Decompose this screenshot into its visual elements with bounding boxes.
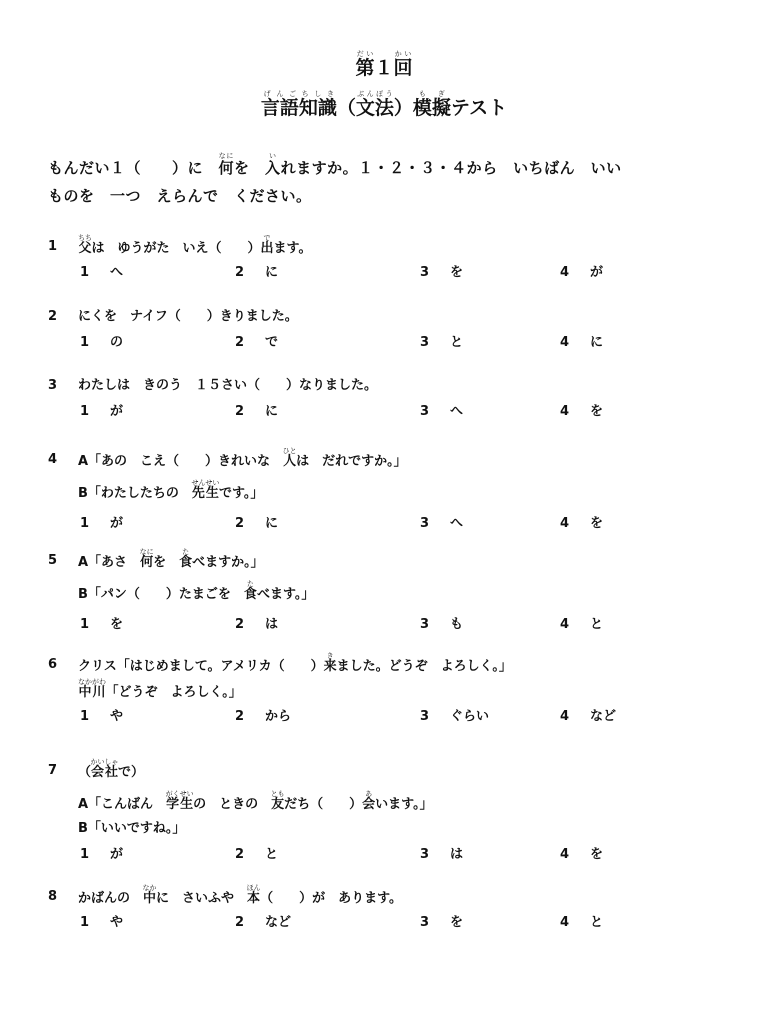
option-text: など — [590, 709, 617, 724]
answer-option-2[interactable] — [235, 330, 278, 356]
question-text: B「いいですね。」 — [78, 821, 186, 836]
subtitle-chishiki: 知識ちしき — [298, 90, 337, 119]
option-number: 2 — [235, 617, 245, 632]
option-number: 4 — [560, 847, 570, 862]
option-number: 2 — [235, 335, 245, 350]
question-line — [48, 652, 728, 678]
title-number: １ — [374, 57, 394, 79]
question-line — [48, 884, 728, 910]
furigana-word: 会社かいしゃ — [90, 758, 119, 780]
option-number: 3 — [420, 847, 430, 862]
option-number: 2 — [235, 404, 245, 419]
subtitle-gengo: 言語げんご — [260, 90, 299, 119]
answer-option-4[interactable] — [560, 842, 603, 868]
question-text: A「あさ 何なにを 食たべますか。」 — [78, 548, 264, 570]
question-text: （会社かいしゃで） — [78, 758, 145, 780]
answer-option-2[interactable] — [235, 910, 291, 936]
answer-option-2[interactable] — [235, 260, 278, 286]
answer-option-4[interactable] — [560, 260, 603, 286]
answer-option-2[interactable] — [235, 842, 278, 868]
question-text: にくを ナイフ（ ）きりました。 — [78, 309, 298, 324]
option-number: 1 — [80, 847, 90, 862]
option-text: と — [265, 847, 279, 862]
furigana-word: 本ほん — [246, 884, 261, 906]
question-number: 8 — [48, 889, 58, 904]
option-number: 2 — [235, 265, 245, 280]
option-text: に — [265, 404, 279, 419]
option-text: も — [450, 617, 464, 632]
answer-options — [48, 399, 728, 425]
option-number: 3 — [420, 617, 430, 632]
option-text: は — [265, 617, 279, 632]
option-text: など — [265, 915, 292, 930]
furigana-word: 何なに — [139, 548, 154, 570]
option-number: 4 — [560, 617, 570, 632]
answer-option-3[interactable] — [420, 910, 463, 936]
answer-option-3[interactable] — [420, 511, 463, 537]
answer-option-2[interactable] — [235, 399, 278, 425]
question-text: 中川なかがわ「どうぞ よろしく。」 — [78, 678, 242, 700]
option-text: で — [265, 335, 279, 350]
option-number: 1 — [80, 915, 90, 930]
answer-options — [48, 910, 728, 936]
question-line — [48, 304, 728, 330]
instructions-line-2: ものを 一つ えらんで ください。 — [48, 187, 312, 205]
answer-option-3[interactable] — [420, 399, 463, 425]
question-text: B「パン（ ）たまごを 食たべます。」 — [78, 580, 315, 602]
option-number: 1 — [80, 516, 90, 531]
answer-option-1[interactable] — [80, 260, 123, 286]
furigana-word: 中なか — [142, 884, 157, 906]
answer-options — [48, 704, 728, 730]
answer-option-1[interactable] — [80, 612, 123, 638]
answer-option-1[interactable] — [80, 910, 123, 936]
answer-option-1[interactable] — [80, 330, 123, 356]
question-text: A「あの こえ（ ）きれいな 人ひとは だれですか。」 — [78, 447, 407, 469]
option-number: 2 — [235, 915, 245, 930]
option-text: が — [110, 847, 124, 862]
furigana-word: 学生がくせい — [165, 790, 194, 812]
option-number: 1 — [80, 617, 90, 632]
question-line — [48, 234, 728, 260]
answer-option-3[interactable] — [420, 842, 463, 868]
option-number: 3 — [420, 404, 430, 419]
answer-options — [48, 260, 728, 286]
furigana-word: 父ちち — [78, 234, 92, 256]
option-text: の — [110, 335, 124, 350]
option-number: 4 — [560, 709, 570, 724]
option-number: 3 — [420, 335, 430, 350]
instructions — [48, 152, 728, 210]
question-number: 2 — [48, 309, 58, 324]
option-text: を — [590, 516, 604, 531]
option-text: が — [110, 516, 124, 531]
option-number: 4 — [560, 335, 570, 350]
answer-option-3[interactable] — [420, 260, 463, 286]
option-text: が — [110, 404, 124, 419]
option-number: 4 — [560, 516, 570, 531]
furigana-word: 食た — [179, 548, 193, 570]
answer-option-3[interactable] — [420, 612, 463, 638]
question-text: A「こんばん 学生がくせいの ときの 友ともだち（ ）会あいます。」 — [78, 790, 433, 812]
question-line — [48, 580, 728, 606]
question-text: 父ちちは ゆうがた いえ（ ）出でます。 — [78, 234, 312, 256]
question-number: 1 — [48, 239, 58, 254]
option-text: や — [110, 709, 124, 724]
subtitle-bunpou: 文法ぶんぽう — [355, 90, 394, 119]
answer-options — [48, 842, 728, 868]
answer-options — [48, 612, 728, 638]
question-line — [48, 479, 728, 505]
option-text: と — [590, 617, 604, 632]
option-number: 3 — [420, 709, 430, 724]
option-number: 4 — [560, 404, 570, 419]
option-text: から — [265, 709, 292, 724]
answer-option-2[interactable] — [235, 612, 278, 638]
answer-option-4[interactable] — [560, 330, 603, 356]
furigana-word: 来き — [323, 652, 337, 674]
answer-options — [48, 330, 728, 356]
option-text: を — [590, 847, 604, 862]
answer-option-1[interactable] — [80, 704, 123, 730]
option-number: 4 — [560, 915, 570, 930]
option-text: へ — [450, 516, 464, 531]
option-text: や — [110, 915, 124, 930]
question-line — [48, 758, 728, 784]
answer-option-4[interactable] — [560, 612, 603, 638]
title-kai: 回かい — [393, 50, 413, 79]
title-dai: 第だい — [355, 50, 375, 79]
furigana-word: 出で — [260, 234, 274, 256]
question-text: クリス「はじめまして。アメリカ（ ）来きました。どうぞ よろしく。」 — [78, 652, 512, 674]
option-text: へ — [110, 265, 124, 280]
question-number: 6 — [48, 657, 58, 672]
answer-option-1[interactable] — [80, 511, 123, 537]
question-line — [48, 678, 728, 704]
instructions-line-1: もんだい１（ ）に 何なにを 入いれますか。１・２・３・４から いちばん いい — [48, 152, 622, 177]
option-text: を — [590, 404, 604, 419]
question-text: かばんの 中なかに さいふや 本ほん（ ）が あります。 — [78, 884, 403, 906]
answer-option-4[interactable] — [560, 704, 616, 730]
option-number: 2 — [235, 709, 245, 724]
furigana-word: 食た — [243, 580, 257, 602]
answer-option-2[interactable] — [235, 704, 291, 730]
furigana-word: 先生せんせい — [191, 479, 220, 501]
question-number: 5 — [48, 553, 58, 568]
answer-options — [48, 511, 728, 537]
option-number: 2 — [235, 516, 245, 531]
option-text: と — [590, 915, 604, 930]
option-number: 3 — [420, 915, 430, 930]
option-number: 4 — [560, 265, 570, 280]
option-text: を — [450, 265, 464, 280]
furigana-word: 中川なかがわ — [78, 678, 106, 700]
option-number: 1 — [80, 709, 90, 724]
answer-option-4[interactable] — [560, 511, 603, 537]
page-subtitle: 言語げんご知識ちしき（文法ぶんぽう）模擬もぎテスト — [260, 90, 508, 119]
option-text: を — [450, 915, 464, 930]
option-text: が — [590, 265, 604, 280]
answer-option-2[interactable] — [235, 511, 278, 537]
option-text: を — [110, 617, 124, 632]
option-number: 1 — [80, 335, 90, 350]
page-title — [0, 50, 768, 80]
option-number: 1 — [80, 265, 90, 280]
question-text: B「わたしたちの 先生せんせいです。」 — [78, 479, 264, 501]
question-number: 7 — [48, 763, 58, 778]
option-text: ぐらい — [450, 709, 490, 724]
furigana-word: 会あ — [362, 790, 376, 812]
question-line — [48, 447, 728, 473]
question-line — [48, 790, 728, 816]
option-number: 3 — [420, 516, 430, 531]
option-number: 1 — [80, 404, 90, 419]
subtitle-mogi: 模擬もぎ — [412, 90, 451, 119]
option-number: 2 — [235, 847, 245, 862]
furigana-word: 人ひと — [282, 447, 297, 469]
question-line — [48, 816, 728, 842]
option-number: 3 — [420, 265, 430, 280]
question-number: 3 — [48, 378, 58, 393]
answer-option-1[interactable] — [80, 842, 123, 868]
question-line — [48, 373, 728, 399]
option-text: に — [265, 516, 279, 531]
answer-option-4[interactable] — [560, 910, 603, 936]
furigana-word: 友とも — [270, 790, 285, 812]
answer-option-3[interactable] — [420, 330, 463, 356]
answer-option-1[interactable] — [80, 399, 123, 425]
option-text: に — [265, 265, 279, 280]
option-text: は — [450, 847, 464, 862]
question-number: 4 — [48, 452, 58, 467]
option-text: へ — [450, 404, 464, 419]
answer-option-4[interactable] — [560, 399, 603, 425]
question-line — [48, 548, 728, 574]
option-text: と — [450, 335, 464, 350]
option-text: に — [590, 335, 604, 350]
question-text: わたしは きのう １５さい（ ）なりました。 — [78, 378, 378, 393]
answer-option-3[interactable] — [420, 704, 489, 730]
